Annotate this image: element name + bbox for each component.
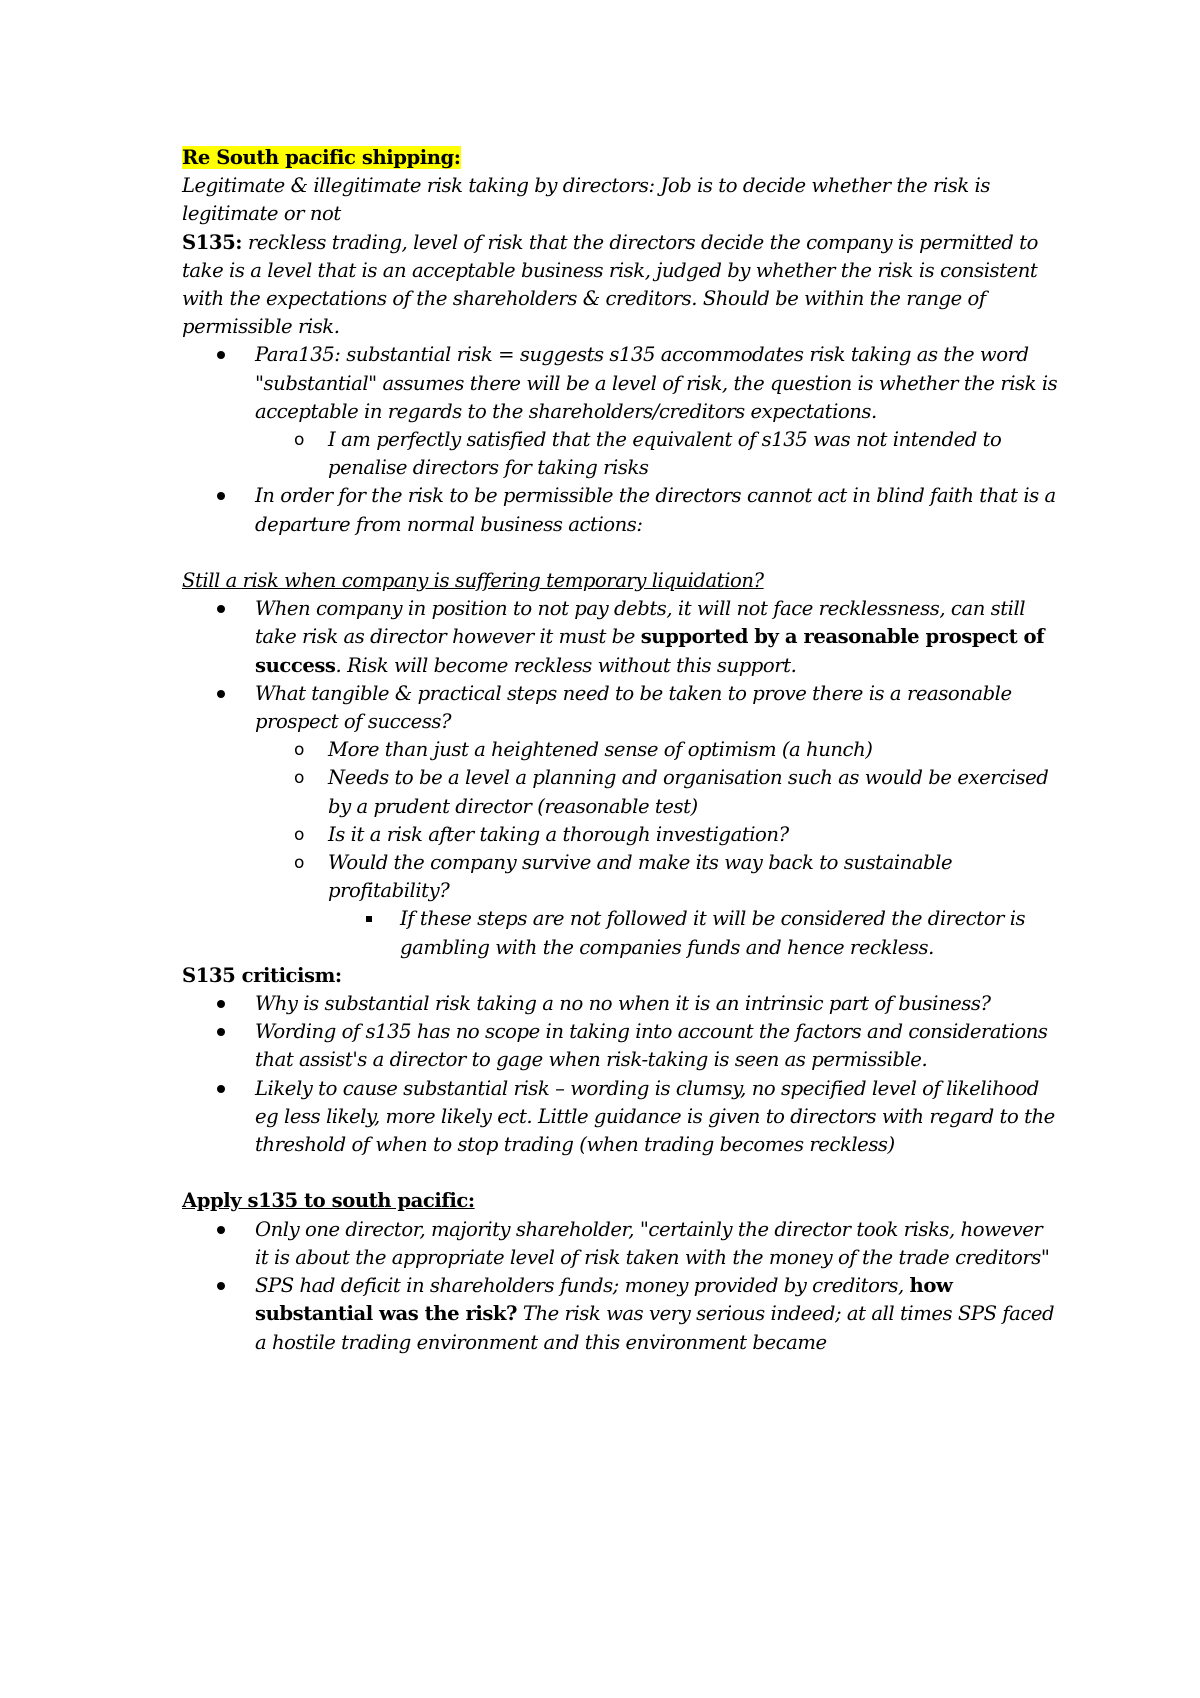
list-item: If these steps are not followed it will be considered the director is gambling with the companies funds and hence reckless. (400, 905, 1060, 961)
section1-intro: Legitimate & illegitimate risk taking by directors: Job is to decide whether the risk is legitimate or not (182, 174, 990, 226)
list-item: In order for the risk to be permissible the directors cannot act in blind faith that is a departure from normal business actions: (255, 482, 1060, 538)
list-item: Likely to cause substantial risk – wording is clumsy, no specified level of likelihood eg less likely, more likely ect. Little guidance is given to directors with regard to the threshold of when to stop trading (when trading becomes reckless) (255, 1075, 1060, 1160)
bullet-icon (217, 1226, 225, 1234)
list-item: Why is substantial risk taking a no no when it is an intrinsic part of business? (255, 990, 1060, 1018)
section1-heading: Re South pacific shipping: (182, 146, 461, 169)
list-item: o More than just a heightened sense of optimism (a hunch) (328, 736, 1060, 764)
list-item: o Would the company survive and make its way back to sustainable profitability? (294, 851, 953, 903)
list-item: When company in position to not pay debts, it will not face recklessness, can still take risk as director however it must be supported by a reasonable prospect of success. Risk will become reckless without this support. (255, 595, 1060, 680)
list-item: Para135: substantial risk = suggests s135 accommodates risk taking as the word "substantial" assumes there will be a level of risk, the question is whether the risk is acceptable in regards to the shareholders/creditors expectations. (255, 341, 1060, 426)
bullet-icon (217, 1000, 225, 1008)
s135-label: S135: (182, 230, 243, 254)
bullet-icon (217, 1282, 225, 1290)
s135-definition (182, 229, 1060, 342)
list-item: Wording of s135 has no scope in taking into account the factors and considerations that assist's a director to gage when risk-taking is seen as permissible. (255, 1018, 1060, 1074)
list-item: o Needs to be a level a planning and organisation such as would be exercised by a prudent director (reasonable test) (294, 766, 1049, 818)
bullet-icon (217, 492, 225, 500)
circle-bullet-icon: o (294, 853, 304, 874)
bullet-icon (217, 351, 225, 359)
circle-bullet-icon: o (294, 430, 304, 451)
list-item: SPS had deficit in shareholders funds; money provided by creditors, how substantial was the risk? The risk was very serious indeed; at all times SPS faced a hostile trading environment and this environment became (255, 1272, 1060, 1357)
circle-bullet-icon: o (294, 768, 304, 789)
list-item: o Is it a risk after taking a thorough investigation? (328, 821, 1060, 849)
bullet-icon (217, 605, 225, 613)
list-item: What tangible & practical steps need to be taken to prove there is a reasonable prospect of success? (255, 680, 1060, 736)
circle-bullet-icon: o (294, 824, 304, 845)
section2-heading: Still a risk when company is suffering temporary liquidation? (182, 569, 764, 593)
blank-line (182, 1159, 1060, 1187)
square-bullet-icon (366, 916, 372, 922)
s135-text: reckless trading, level of risk that the directors decide the company is permitted to take is a level that is an acceptable business risk, judged by whether the risk is consistent with the expectations of the shareholders & creditors. Should be within the range of permissible risk. (182, 230, 1038, 339)
section4-heading: Apply s135 to south pacific: (182, 1189, 475, 1213)
circle-bullet-icon: o (294, 740, 304, 761)
bullet-icon (217, 690, 225, 698)
list-item: Only one director, majority shareholder, "certainly the director took risks, however it is about the appropriate level of risk taken with the money of the trade creditors" (255, 1216, 1060, 1272)
bullet-icon (217, 1085, 225, 1093)
section3-heading: S135 criticism: (182, 963, 342, 987)
blank-line (182, 539, 1060, 567)
list-item: o I am perfectly satisfied that the equivalent of s135 was not intended to penalise directors for taking risks (294, 428, 1002, 480)
bullet-icon (217, 1028, 225, 1036)
